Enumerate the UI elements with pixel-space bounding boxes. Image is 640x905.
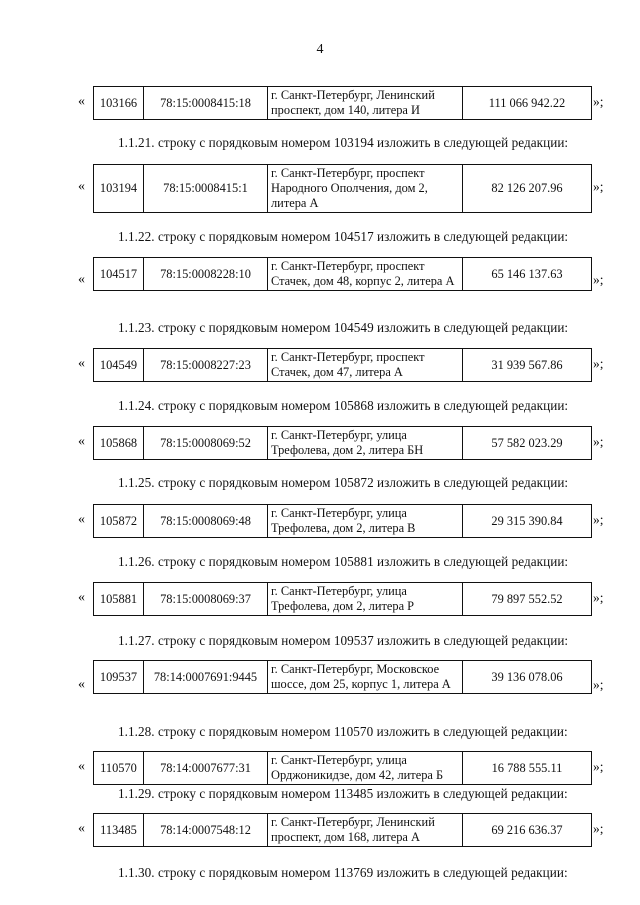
- instruction-text: 1.1.22. строку с порядковым номером 104517 изложить в следующей редакции:: [118, 229, 569, 244]
- cadastral-number: 78:15:0008069:48: [144, 505, 268, 538]
- quote-open: «: [78, 512, 85, 527]
- cadastral-value: 29 315 390.84: [463, 505, 592, 538]
- record-number: 110570: [94, 752, 144, 785]
- cadastral-value: 16 788 555.11: [463, 752, 592, 785]
- quote-close: »;: [593, 590, 604, 605]
- address: г. Санкт-Петербург, улица Трефолева, дом 2, литера Р: [268, 583, 463, 616]
- quote-close: »;: [593, 677, 604, 692]
- record-number: 104517: [94, 258, 144, 291]
- cadastral-value: 82 126 207.96: [463, 165, 592, 213]
- quote-close: »;: [593, 272, 604, 287]
- record-table: [93, 86, 592, 120]
- cadastral-value: 57 582 023.29: [463, 427, 592, 460]
- record-number: 109537: [94, 661, 144, 694]
- instruction-text: 1.1.24. строку с порядковым номером 105868 изложить в следующей редакции:: [118, 398, 569, 413]
- quote-close: »;: [593, 759, 604, 774]
- record-number: 113485: [94, 814, 144, 847]
- record-number: 104549: [94, 349, 144, 382]
- quote-close: »;: [593, 179, 604, 194]
- quote-close: »;: [593, 434, 604, 449]
- quote-open: «: [78, 272, 85, 287]
- cadastral-value: 39 136 078.06: [463, 661, 592, 694]
- record-number: 105881: [94, 583, 144, 616]
- instruction-text: 1.1.28. строку с порядковым номером 110570 изложить в следующей редакции:: [118, 724, 568, 739]
- quote-open: «: [78, 179, 85, 194]
- instruction-text: 1.1.27. строку с порядковым номером 109537 изложить в следующей редакции:: [118, 633, 569, 648]
- record-table: [93, 504, 592, 538]
- quote-open: «: [78, 677, 85, 692]
- record-number: 103166: [94, 87, 144, 120]
- quote-open: «: [78, 356, 85, 371]
- quote-open: «: [78, 821, 85, 836]
- address: г. Санкт-Петербург, улица Трефолева, дом 2, литера В: [268, 505, 463, 538]
- cadastral-number: 78:15:0008415:18: [144, 87, 268, 120]
- cadastral-value: 65 146 137.63: [463, 258, 592, 291]
- quote-open: «: [78, 434, 85, 449]
- instruction-text: 1.1.26. строку с порядковым номером 105881 изложить в следующей редакции:: [118, 554, 569, 569]
- cadastral-number: 78:15:0008069:52: [144, 427, 268, 460]
- cadastral-number: 78:15:0008228:10: [144, 258, 268, 291]
- address: г. Санкт-Петербург, Ленинский проспект, дом 140, литера И: [268, 87, 463, 120]
- quote-open: «: [78, 759, 85, 774]
- address: г. Санкт-Петербург, проспект Стачек, дом 47, литера А: [268, 349, 463, 382]
- quote-close: »;: [593, 356, 604, 371]
- cadastral-number: 78:15:0008069:37: [144, 583, 268, 616]
- instruction-text: 1.1.30. строку с порядковым номером 113769 изложить в следующей редакции:: [118, 865, 568, 880]
- quote-open: «: [78, 94, 85, 109]
- record-number: 105872: [94, 505, 144, 538]
- address: г. Санкт-Петербург, улица Орджоникидзе, дом 42, литера Б: [268, 752, 463, 785]
- cadastral-value: 111 066 942.22: [463, 87, 592, 120]
- cadastral-number: 78:14:0007677:31: [144, 752, 268, 785]
- instruction-text: 1.1.29. строку с порядковым номером 113485 изложить в следующей редакции:: [118, 786, 568, 801]
- instruction-text: 1.1.21. строку с порядковым номером 103194 изложить в следующей редакции:: [118, 135, 569, 150]
- record-table: [93, 348, 592, 382]
- cadastral-value: 79 897 552.52: [463, 583, 592, 616]
- address: г. Санкт-Петербург, проспект Стачек, дом 48, корпус 2, литера А: [268, 258, 463, 291]
- record-table: [93, 257, 592, 291]
- record-table: [93, 660, 592, 694]
- page-number: 4: [316, 42, 324, 57]
- address: г. Санкт-Петербург, Ленинский проспект, дом 168, литера А: [268, 814, 463, 847]
- instruction-text: 1.1.25. строку с порядковым номером 105872 изложить в следующей редакции:: [118, 475, 569, 490]
- record-number: 103194: [94, 165, 144, 213]
- quote-open: «: [78, 590, 85, 605]
- record-number: 105868: [94, 427, 144, 460]
- record-table: [93, 813, 592, 847]
- cadastral-number: 78:15:0008415:1: [144, 165, 268, 213]
- record-table: [93, 751, 592, 785]
- instruction-text: 1.1.23. строку с порядковым номером 104549 изложить в следующей редакции:: [118, 320, 569, 335]
- quote-close: »;: [593, 821, 604, 836]
- cadastral-number: 78:15:0008227:23: [144, 349, 268, 382]
- quote-close: »;: [593, 94, 604, 109]
- address: г. Санкт-Петербург, улица Трефолева, дом 2, литера БН: [268, 427, 463, 460]
- cadastral-value: 31 939 567.86: [463, 349, 592, 382]
- record-table: [93, 582, 592, 616]
- address: г. Санкт-Петербург, Московское шоссе, дом 25, корпус 1, литера А: [268, 661, 463, 694]
- cadastral-value: 69 216 636.37: [463, 814, 592, 847]
- quote-close: »;: [593, 512, 604, 527]
- cadastral-number: 78:14:0007691:9445: [144, 661, 268, 694]
- record-table: [93, 164, 592, 213]
- address: г. Санкт-Петербург, проспект Народного Ополчения, дом 2, литера А: [268, 165, 463, 213]
- record-table: [93, 426, 592, 460]
- cadastral-number: 78:14:0007548:12: [144, 814, 268, 847]
